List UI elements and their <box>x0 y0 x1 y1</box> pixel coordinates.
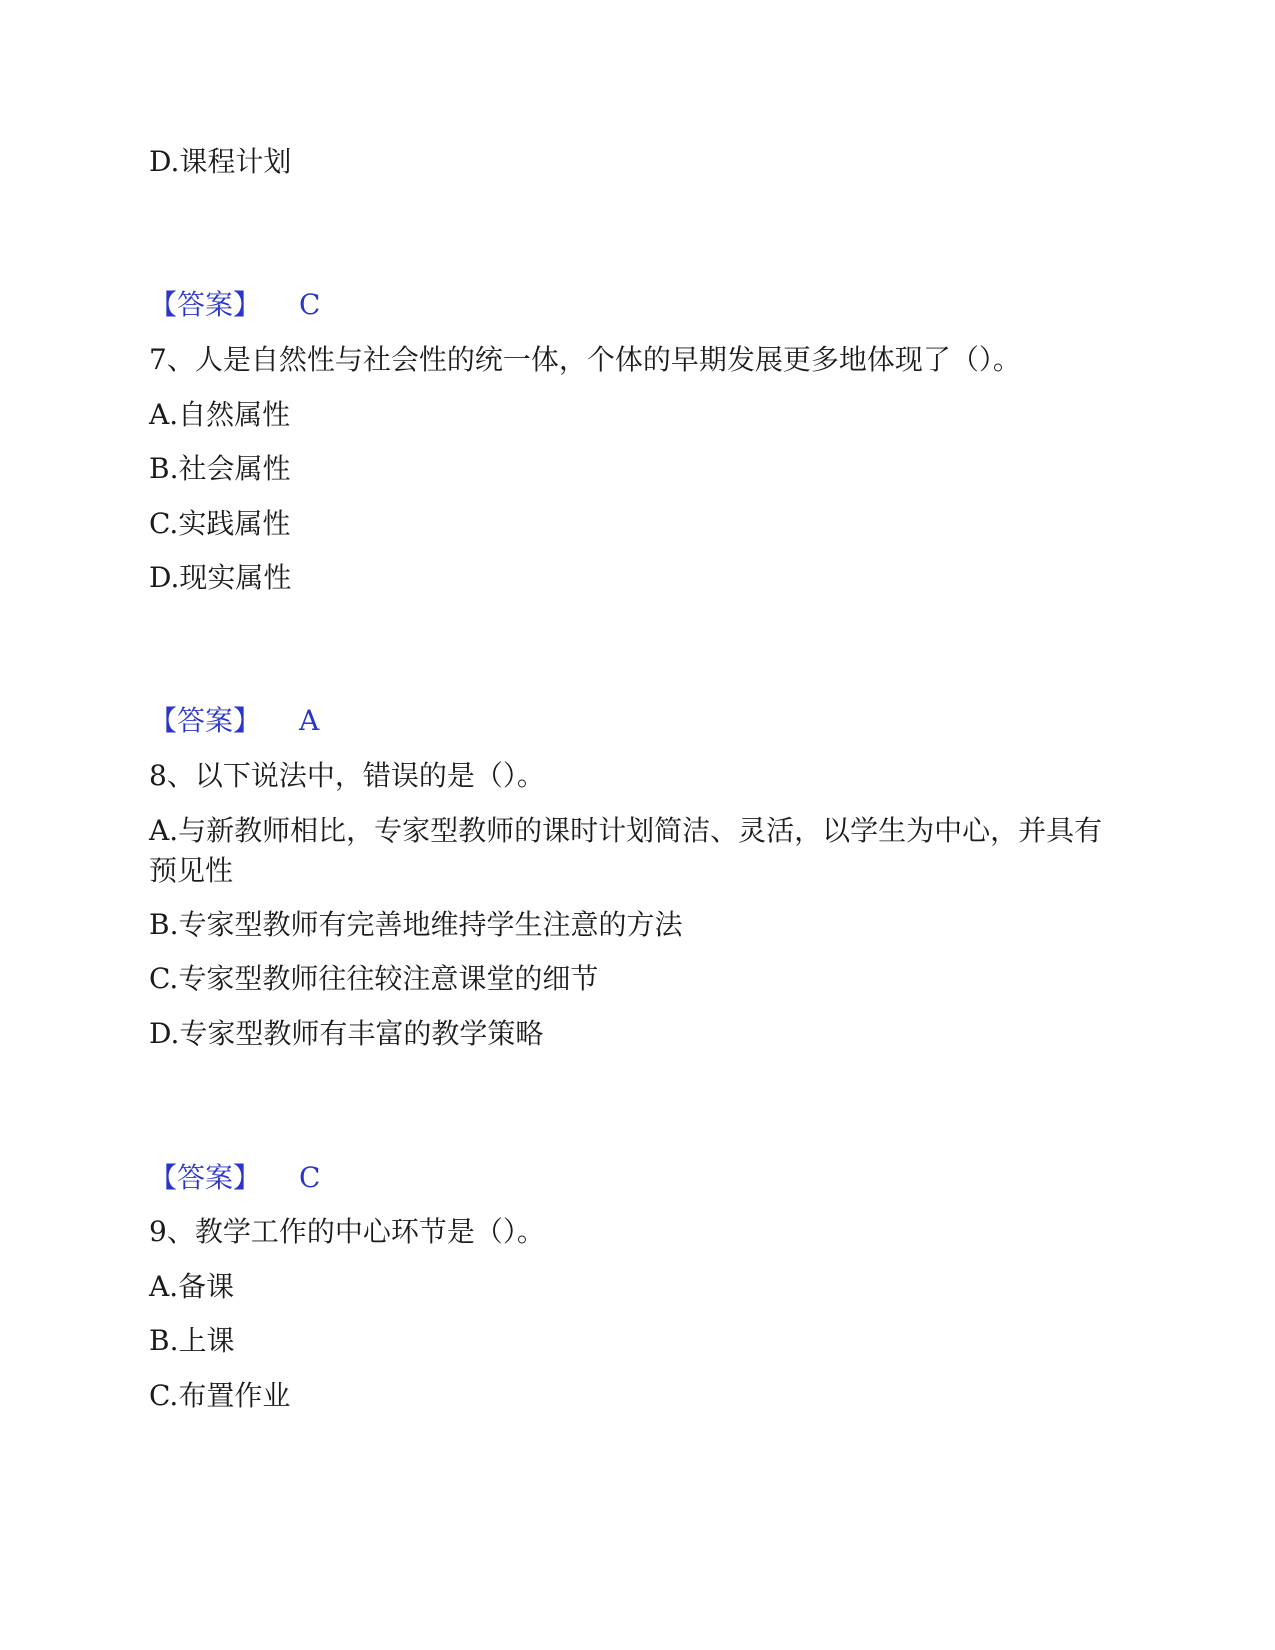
q8-option-a: A.与新教师相比，专家型教师的课时计划简洁、灵活，以学生为中心，并具有预见性 <box>149 814 1103 887</box>
q9-option-a: A.备课 <box>149 1270 235 1303</box>
answer-label: 【答案】 <box>149 1161 262 1194</box>
answer-label: 【答案】 <box>149 704 262 737</box>
q7-option-b: B.社会属性 <box>149 452 291 485</box>
q9-option-c: C.布置作业 <box>149 1379 291 1412</box>
q7-option-c: C.实践属性 <box>149 507 291 540</box>
q6-option-d: D.课程计划 <box>149 145 292 178</box>
q8-option-c: C.专家型教师往往较注意课堂的细节 <box>149 962 599 995</box>
q9-option-b: B.上课 <box>149 1324 235 1357</box>
q7-stem: 7、人是自然性与社会性的统一体，个体的早期发展更多地体现了（）。 <box>149 343 1021 376</box>
q7-answer <box>149 701 319 741</box>
answer-label: 【答案】 <box>149 288 262 321</box>
q8-option-b: B.专家型教师有完善地维持学生注意的方法 <box>149 908 683 941</box>
q9-stem: 9、教学工作的中心环节是（）。 <box>149 1215 545 1248</box>
q8-option-d: D.专家型教师有丰富的教学策略 <box>149 1017 544 1050</box>
q8-stem: 8、以下说法中，错误的是（）。 <box>149 759 545 792</box>
answer-value: A <box>299 704 320 737</box>
q8-answer <box>149 1158 320 1198</box>
q7-option-a: A.自然属性 <box>149 398 291 431</box>
q7-option-d: D.现实属性 <box>149 561 292 594</box>
q6-answer <box>149 285 320 325</box>
answer-value: C <box>299 288 321 321</box>
answer-value: C <box>299 1161 321 1194</box>
